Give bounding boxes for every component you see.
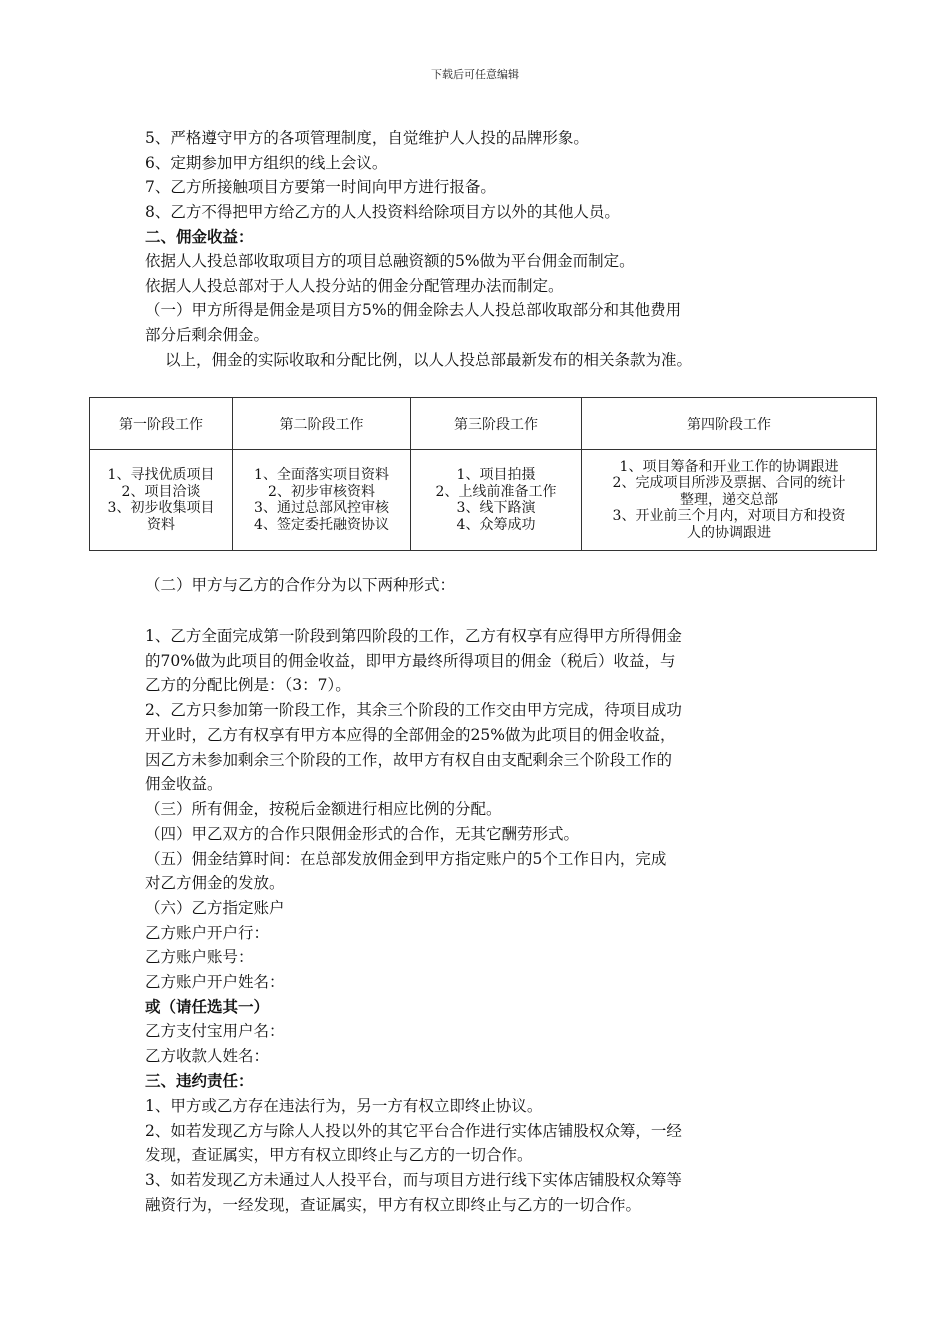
- table-header-cell: 第二阶段工作: [233, 398, 411, 450]
- payee-name-field: 乙方收款人姓名：: [145, 1047, 270, 1065]
- table-cell-stage-4: [582, 450, 877, 551]
- clause-7: 7、乙方所接触项目方要第一时间向甲方进行报备。: [145, 178, 496, 196]
- clause-5: 5、严格遵守甲方的各项管理制度，自觉维护人人投的品牌形象。: [145, 129, 589, 147]
- section-2-line: 依据人人投总部收取项目方的项目总融资额的5%做为平台佣金而制定。: [145, 252, 635, 270]
- stage-table: [89, 397, 877, 551]
- section-2-line: 以上，佣金的实际收取和分配比例，以人人投总部最新发布的相关条款为准。: [165, 351, 693, 369]
- section-3-line: 3、如若发现乙方未通过人人投平台，而与项目方进行线下实体店铺股权众筹等: [145, 1171, 682, 1189]
- cell-line: 1、项目拍摄: [456, 467, 536, 483]
- table-cell-stage-1: [90, 450, 233, 551]
- table-header-cell: 第一阶段工作: [90, 398, 233, 450]
- section-2-line: 部分后剩余佣金。: [145, 326, 270, 344]
- coop-title: （二）甲方与乙方的合作分为以下两种形式：: [145, 576, 456, 594]
- cell-line: 4、签定委托融资协议: [254, 516, 389, 533]
- cell-line: 2、初步审核资料: [268, 483, 375, 500]
- coop-line: 因乙方未参加剩余三个阶段的工作，故甲方有权自由支配剩余三个阶段工作的: [145, 751, 673, 769]
- cell-line: 3、开业前三个月内，对项目方和投资: [612, 508, 846, 525]
- table-cell-stage-2: [233, 450, 411, 551]
- account-bank-field: 乙方账户开户行：: [145, 924, 270, 942]
- coop-line: （四）甲乙双方的合作只限佣金形式的合作，无其它酬劳形式。: [145, 825, 580, 843]
- cell-line: 人的协调跟进: [687, 524, 771, 541]
- table-header-cell: 第四阶段工作: [582, 398, 877, 450]
- cell-line: 2、上线前准备工作: [435, 483, 557, 500]
- section-3-title: 三、违约责任：: [145, 1071, 254, 1090]
- section-2-line: （一）甲方所得是佣金是项目方5%的佣金除去人人投总部收取部分和其他费用: [145, 301, 682, 319]
- table-header-cell: 第三阶段工作: [411, 398, 582, 450]
- cell-line: 1、寻找优质项目: [107, 467, 215, 483]
- coop-line: 的70%做为此项目的佣金收益，即甲方最终所得项目的佣金（税后）收益，与: [145, 652, 676, 670]
- clause-8: 8、乙方不得把甲方给乙方的人人投资料给除项目方以外的其他人员。: [145, 203, 620, 221]
- section-3-line: 2、如若发现乙方与除人人投以外的其它平台合作进行实体店铺股权众筹，一经: [145, 1122, 682, 1140]
- alipay-username-field: 乙方支付宝用户名：: [145, 1022, 285, 1040]
- table-header-row: [90, 398, 877, 450]
- cell-line: 2、完成项目所涉及票据、合同的统计: [612, 475, 846, 492]
- coop-line: （五）佣金结算时间：在总部发放佣金到甲方指定账户的5个工作日内，完成: [145, 850, 667, 868]
- account-number-field: 乙方账户账号：: [145, 948, 254, 966]
- coop-line: 对乙方佣金的发放。: [145, 874, 285, 892]
- cell-line: 1、全面落实项目资料: [254, 467, 389, 483]
- page-header: 下载后可任意编辑: [431, 68, 519, 81]
- cell-line: 整理，递交总部: [680, 491, 778, 508]
- coop-line: 2、乙方只参加第一阶段工作，其余三个阶段的工作交由甲方完成，待项目成功: [145, 701, 682, 719]
- section-3-line: 融资行为，一经发现，查证属实，甲方有权立即终止与乙方的一切合作。: [145, 1196, 642, 1214]
- cell-line: 3、通过总部风控审核: [254, 500, 389, 516]
- coop-line: 乙方的分配比例是：（3：7）。: [145, 676, 351, 694]
- table-cell-stage-3: [411, 450, 582, 551]
- cell-line: 1、项目筹备和开业工作的协调跟进: [619, 458, 839, 475]
- section-3-line: 发现，查证属实，甲方有权立即终止与乙方的一切合作。: [145, 1146, 533, 1164]
- section-2-line: 依据人人投总部对于人人投分站的佣金分配管理办法而制定。: [145, 277, 564, 295]
- section-2-title: 二、佣金收益：: [145, 227, 254, 246]
- or-choice-heading: 或（请任选其一）: [145, 997, 270, 1016]
- coop-line: 佣金收益。: [145, 775, 223, 793]
- table-row: [90, 450, 877, 551]
- coop-line: （三）所有佣金，按税后金额进行相应比例的分配。: [145, 800, 502, 818]
- section-3-line: 1、甲方或乙方存在违法行为，另一方有权立即终止协议。: [145, 1097, 543, 1115]
- cell-line: 3、初步收集项目: [107, 500, 215, 516]
- cell-line: 4、众筹成功: [456, 516, 536, 533]
- account-name-field: 乙方账户开户姓名：: [145, 973, 285, 991]
- coop-line: 1、乙方全面完成第一阶段到第四阶段的工作，乙方有权享有应得甲方所得佣金: [145, 627, 682, 645]
- coop-line: （六）乙方指定账户: [145, 899, 285, 917]
- clause-6: 6、定期参加甲方组织的线上会议。: [145, 154, 388, 172]
- cell-line: 3、线下路演: [456, 500, 536, 516]
- cell-line: 2、项目洽谈: [121, 483, 201, 500]
- cell-line: 资料: [147, 516, 175, 533]
- coop-line: 开业时，乙方有权享有甲方本应得的全部佣金的25%做为此项目的佣金收益，: [145, 726, 676, 744]
